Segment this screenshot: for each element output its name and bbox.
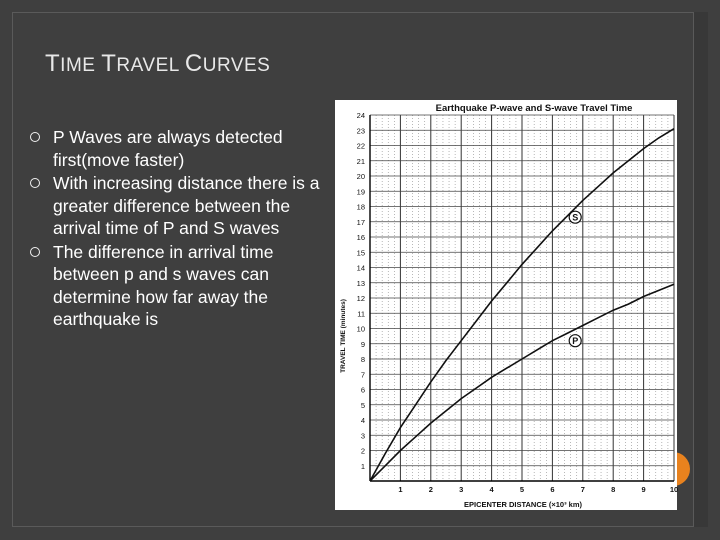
y-tick-label: 4 xyxy=(360,416,365,425)
title-part: IME xyxy=(60,55,102,76)
x-tick-label: 9 xyxy=(641,485,646,494)
y-tick-label: 6 xyxy=(360,385,365,395)
bullet-text: The difference in arrival time between p and s waves can determine how far away the earthquake is xyxy=(53,241,274,329)
bullet-text: P Waves are always detected first(move faster) xyxy=(53,127,283,170)
series-label-p: P xyxy=(572,336,579,347)
x-tick-label: 8 xyxy=(611,485,616,494)
title-part: C xyxy=(184,50,203,77)
x-tick-label: 4 xyxy=(489,485,494,494)
y-axis-label: TRAVEL TIME (minutes) xyxy=(340,299,347,373)
slide-edge xyxy=(694,12,708,527)
series-label-s: S xyxy=(572,212,579,223)
x-tick-label: 10 xyxy=(669,485,679,494)
chart-svg xyxy=(335,100,677,510)
y-tick-label: 5 xyxy=(360,400,365,410)
x-tick-label: 7 xyxy=(580,485,585,494)
y-tick-label: 17 xyxy=(356,217,365,227)
x-tick-label: 2 xyxy=(428,485,433,494)
y-tick-label: 20 xyxy=(356,172,365,181)
slide-title xyxy=(45,50,270,78)
y-tick-label: 3 xyxy=(360,431,365,441)
bullet-item xyxy=(30,241,330,331)
y-tick-label: 9 xyxy=(360,339,365,349)
bullet-circle-icon xyxy=(30,178,40,188)
y-tick-label: 23 xyxy=(356,126,365,136)
y-tick-label: 13 xyxy=(356,278,365,288)
y-tick-label: 21 xyxy=(356,156,365,166)
chart-grid xyxy=(370,115,674,481)
title-part: T xyxy=(101,50,117,77)
y-tick-label: 7 xyxy=(360,370,365,380)
x-tick-label: 1 xyxy=(398,485,403,494)
y-tick-label: 10 xyxy=(356,324,365,334)
travel-time-chart xyxy=(335,100,677,510)
title-part: T xyxy=(45,50,61,77)
y-tick-label: 11 xyxy=(357,309,365,319)
y-tick-label: 2 xyxy=(360,446,365,456)
bullet-circle-icon xyxy=(30,247,40,257)
y-tick-label: 1 xyxy=(360,461,365,471)
y-tick-label: 16 xyxy=(356,233,365,242)
title-part: RAVEL xyxy=(116,55,185,76)
chart-title: Earthquake P-wave and S-wave Travel Time xyxy=(435,103,633,114)
y-tick-label: 22 xyxy=(356,141,365,151)
bullet-item xyxy=(30,172,330,240)
bullet-text: With increasing distance there is a greater difference between the arrival time of P and S waves xyxy=(53,173,320,238)
x-tick-label: 3 xyxy=(459,485,464,494)
y-tick-label: 18 xyxy=(356,202,365,212)
title-part: URVES xyxy=(202,55,271,76)
bullet-circle-icon xyxy=(30,132,40,142)
y-tick-label: 24 xyxy=(356,111,365,120)
x-tick-label: 5 xyxy=(519,485,525,494)
y-tick-label: 19 xyxy=(356,187,365,197)
bullet-item xyxy=(30,126,330,171)
y-tick-label: 12 xyxy=(356,294,365,303)
y-tick-label: 15 xyxy=(356,248,365,258)
x-axis-label: EPICENTER DISTANCE (×10³ km) xyxy=(463,500,583,509)
x-tick-label: 6 xyxy=(550,485,555,494)
bullet-list xyxy=(30,126,330,332)
y-tick-label: 14 xyxy=(356,263,365,273)
y-tick-label: 8 xyxy=(360,355,365,364)
